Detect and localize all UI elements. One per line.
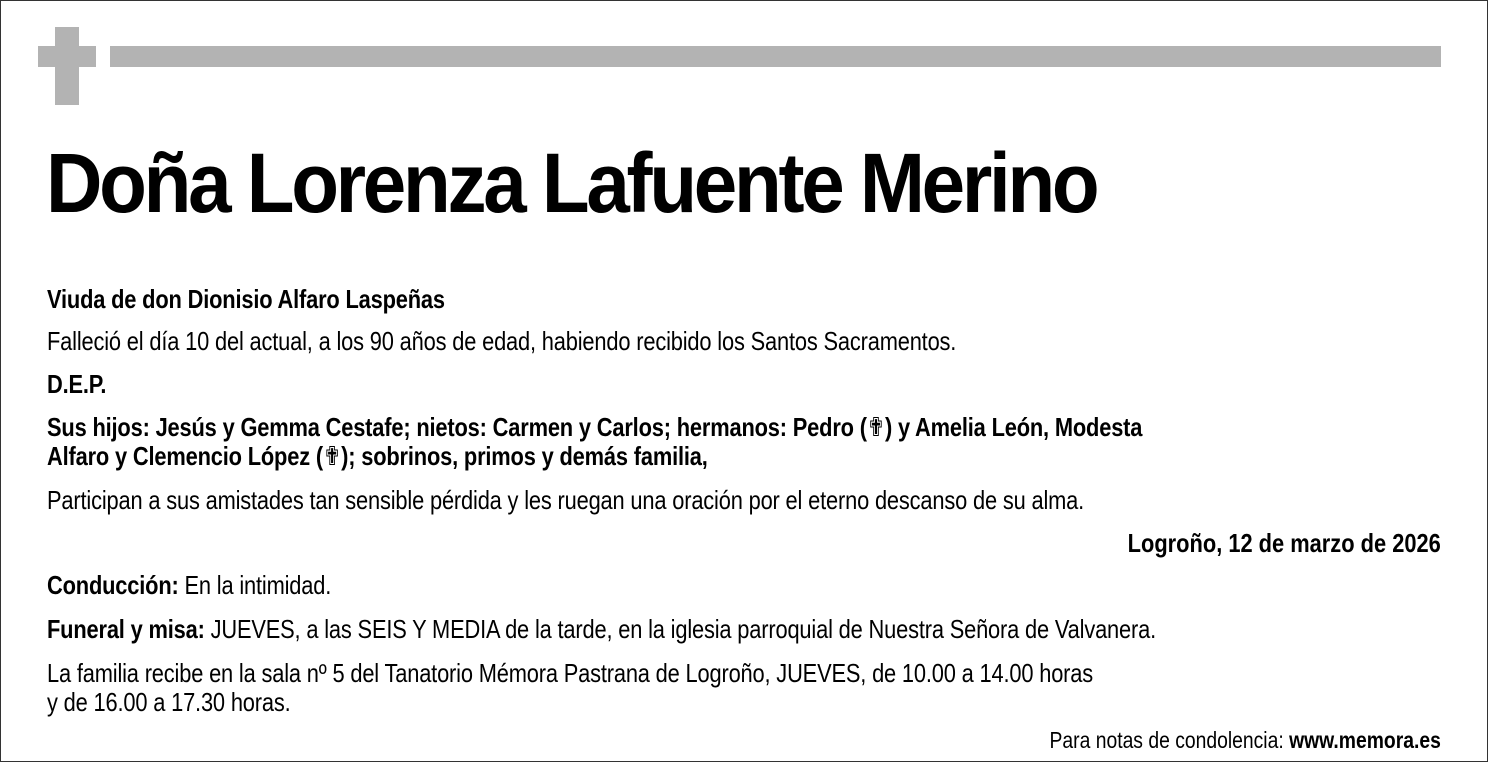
condolence-footer — [1050, 726, 1441, 754]
widow-line: Viuda de don Dionisio Alfaro Laspeñas — [47, 284, 445, 314]
place-date: Logroño, 12 de marzo de 2026 — [1127, 528, 1441, 558]
rip-line: D.E.P. — [47, 369, 107, 399]
conduccion-value: En la intimidad. — [178, 570, 332, 600]
reception-line-2: y de 16.00 a 17.30 horas. — [47, 687, 291, 717]
conduccion-label: Conducción: — [47, 570, 179, 600]
participation-line: Participan a sus amistades tan sensible pérdida y les ruegan una oración por el eterno descanso de su alma. — [47, 485, 1085, 515]
cross-horizontal-bar — [38, 46, 96, 67]
reception-line-1: La familia recibe en la sala nº 5 del Tanatorio Mémora Pastrana de Logroño, JUEVES, de 10.00 a 14.00 horas — [47, 658, 1094, 688]
funeral-line — [47, 614, 1156, 644]
family-line-2 — [47, 441, 708, 471]
family-text: ); sobrinos, primos y demás familia, — [341, 441, 708, 471]
death-line: Falleció el día 10 del actual, a los 90 años de edad, habiendo recibido los Santos Sacramentos. — [47, 326, 957, 356]
family-text: Alfaro y Clemencio López ( — [47, 441, 323, 471]
family-line-1 — [47, 412, 1142, 442]
funeral-value: JUEVES, a las SEIS Y MEDIA de la tarde, en la iglesia parroquial de Nuestra Señora de Valvanera. — [204, 614, 1156, 644]
family-text: Sus hijos: Jesús y Gemma Cestafe; nietos: Carmen y Carlos; hermanos: Pedro ( — [47, 412, 867, 442]
deceased-name-title: Doña Lorenza Lafuente Merino — [46, 136, 1097, 230]
memora-link[interactable]: www.memora.es — [1289, 727, 1441, 753]
conduccion-line — [47, 570, 331, 600]
funeral-label: Funeral y misa: — [47, 614, 205, 644]
deceased-cross-icon: ✟ — [322, 441, 342, 471]
header-rule — [110, 46, 1441, 67]
family-text: ) y Amelia León, Modesta — [884, 412, 1143, 442]
deceased-cross-icon: ✟ — [866, 412, 885, 442]
condolence-label: Para notas de condolencia: — [1049, 727, 1290, 753]
